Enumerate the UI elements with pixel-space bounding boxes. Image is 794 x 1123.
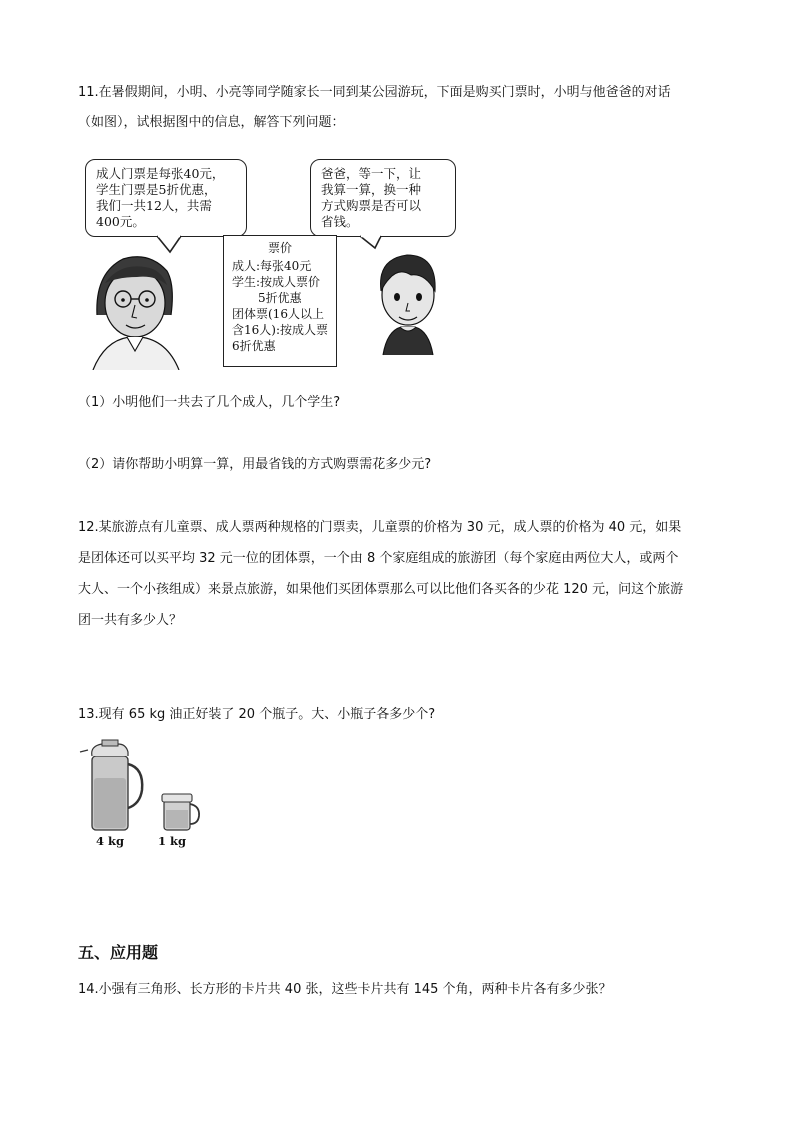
small-oil-bottle-icon [162,794,199,830]
dad-bubble-line: 我们一共12人，共需 [96,198,212,213]
dad-bubble-line: 400元。 [96,214,145,229]
price-line: 5折优惠 [258,291,302,305]
q14-text: 14.小强有三角形、长方形的卡片共 40 张，这些卡片共有 145 个角，两种卡片各有多少张？ [78,982,612,997]
price-line: 学生:按成人票价 [232,275,321,289]
big-bottle-label: 4 kg [96,834,125,848]
q12-line: 团一共有多少人？ [78,613,183,628]
price-line: 成人:每张40元 [232,259,312,273]
q12-block [78,519,728,630]
q12-line: 12.某旅游点有儿童票、成人票两种规格的门票卖，儿童票的价格为 30 元，成人票的价格为 40 元，如果 [78,520,682,535]
son-bubble-line: 省钱。 [321,214,359,229]
son-bubble-line: 爸爸，等一下，让 [321,166,422,181]
son-face-icon [381,255,436,355]
q11-illustration [85,155,465,370]
section-heading: 五、应用题 [78,943,159,962]
son-bubble-line: 我算一算，换一种 [321,182,422,197]
price-line: 6折优惠 [232,339,276,353]
q12-line: 是团体还可以买平均 32 元一位的团体票，一个由 8 个家庭组成的旅游团（每个家庭由两位大人，或两个 [78,551,679,566]
oil-bottles-illustration [78,738,208,838]
q11-sub1: （1）小明他们一共去了几个成人，几个学生? [78,395,341,410]
price-line: 含16人):按成人票 [232,323,328,337]
son-bubble-line: 方式购票是否可以 [321,198,422,213]
ticket-price-board [223,235,337,367]
price-title: 票价 [267,241,292,255]
big-oil-bottle-icon [80,740,142,830]
small-bottle-label: 1 kg [158,834,187,848]
q11-line2: （如图），试根据图中的信息，解答下列问题： [78,115,345,130]
q13-text: 13.现有 65 kg 油正好装了 20 个瓶子。大、小瓶子各多少个? [78,707,436,722]
q11-line1: 11.在暑假期间，小明、小亮等同学随家长一同到某公园游玩，下面是购买门票时，小明与他爸爸的对话 [78,85,671,100]
price-line: 团体票(16人以上 [232,307,324,321]
dad-bubble-line: 学生门票是5折优惠， [96,182,217,197]
dad-face-icon [93,257,179,370]
dad-bubble-line: 成人门票是每张40元， [96,166,225,181]
q12-line: 大人、一个小孩组成）来景点旅游，如果他们买团体票那么可以比他们各买各的少花 120 元，问这个旅游 [78,582,684,597]
q11-sub2: （2）请你帮助小明算一算，用最省钱的方式购票需花多少元? [78,457,432,472]
